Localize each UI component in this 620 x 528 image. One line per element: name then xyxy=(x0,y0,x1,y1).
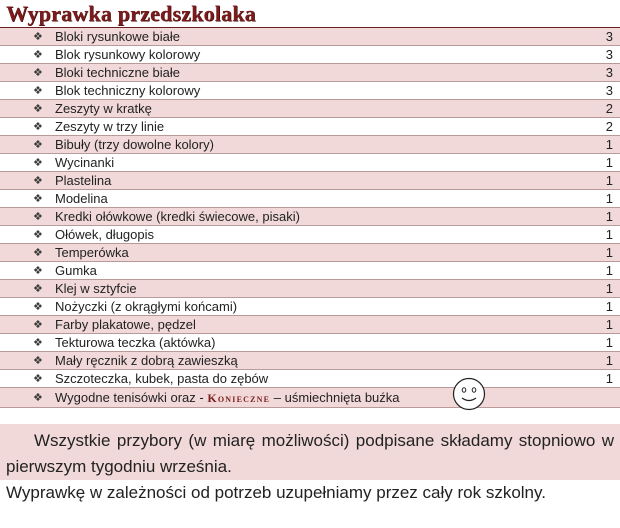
diamond-bullet-icon: ❖ xyxy=(33,193,43,205)
list-item xyxy=(0,64,620,82)
item-quantity: 1 xyxy=(605,191,613,206)
diamond-bullet-icon: ❖ xyxy=(33,31,43,43)
list-item xyxy=(0,82,620,100)
item-label: Gumka xyxy=(55,263,97,278)
smiley-face-icon xyxy=(452,377,486,411)
item-quantity: 1 xyxy=(605,173,613,188)
list-item xyxy=(0,244,620,262)
diamond-bullet-icon: ❖ xyxy=(33,283,43,295)
item-label: Bloki techniczne białe xyxy=(55,65,181,80)
diamond-bullet-icon: ❖ xyxy=(33,355,43,367)
diamond-bullet-icon: ❖ xyxy=(33,229,43,241)
diamond-bullet-icon: ❖ xyxy=(33,337,43,349)
item-label: Farby plakatowe, pędzel xyxy=(55,317,196,332)
list-item xyxy=(0,370,620,388)
list-item xyxy=(0,190,620,208)
item-label: Ołówek, długopis xyxy=(55,227,154,242)
list-item xyxy=(0,208,620,226)
list-item xyxy=(0,316,620,334)
item-quantity: 2 xyxy=(605,119,613,134)
list-item xyxy=(0,136,620,154)
item-quantity: 1 xyxy=(605,227,613,242)
item-label: Nożyczki (z okrągłymi końcami) xyxy=(55,299,238,314)
list-item xyxy=(0,262,620,280)
item-quantity: 1 xyxy=(605,263,613,278)
item-quantity: 1 xyxy=(605,209,613,224)
list-item xyxy=(0,46,620,64)
item-quantity: 1 xyxy=(605,245,613,260)
item-label: Temperówka xyxy=(55,245,129,260)
diamond-bullet-icon: ❖ xyxy=(33,265,43,277)
list-item xyxy=(0,100,620,118)
item-label: Tekturowa teczka (aktówka) xyxy=(55,335,216,350)
list-item xyxy=(0,298,620,316)
diamond-bullet-icon: ❖ xyxy=(33,103,43,115)
diamond-bullet-icon: ❖ xyxy=(33,139,43,151)
note-signing-supplies xyxy=(0,424,620,480)
list-item xyxy=(0,226,620,244)
page-title: Wyprawka przedszkolaka xyxy=(0,0,620,28)
list-item xyxy=(0,28,620,46)
item-label: Wycinanki xyxy=(55,155,115,170)
item-quantity: 1 xyxy=(605,155,613,170)
item-label: Modelina xyxy=(55,191,108,206)
diamond-bullet-icon: ❖ xyxy=(33,85,43,97)
item-label: Zeszyty w trzy linie xyxy=(55,119,165,134)
diamond-bullet-icon: ❖ xyxy=(33,175,43,187)
item-label: Szczoteczka, kubek, pasta do zębów xyxy=(55,371,269,386)
diamond-bullet-icon: ❖ xyxy=(33,49,43,61)
item-quantity: 1 xyxy=(605,317,613,332)
item-label: Kredki ołówkowe (kredki świecowe, pisaki) xyxy=(55,209,300,224)
item-label: Bibuły (trzy dowolne kolory) xyxy=(55,137,214,152)
supply-list xyxy=(0,28,620,408)
item-quantity: 1 xyxy=(605,353,613,368)
item-quantity: 3 xyxy=(605,47,613,62)
item-quantity: 1 xyxy=(605,137,613,152)
list-item xyxy=(0,334,620,352)
note-refill-supplies: Wyprawkę w zależności od potrzeb uzupełniamy przez cały rok szkolny. xyxy=(6,483,546,502)
diamond-bullet-icon: ❖ xyxy=(33,319,43,331)
diamond-bullet-icon: ❖ xyxy=(33,211,43,223)
item-quantity: 3 xyxy=(605,83,613,98)
diamond-bullet-icon: ❖ xyxy=(33,121,43,133)
item-label: Blok rysunkowy kolorowy xyxy=(55,47,201,62)
item-label: Zeszyty w kratkę xyxy=(55,101,152,116)
diamond-bullet-icon: ❖ xyxy=(33,247,43,259)
list-item xyxy=(0,172,620,190)
list-item xyxy=(0,154,620,172)
item-quantity: 1 xyxy=(605,299,613,314)
diamond-bullet-icon: ❖ xyxy=(33,67,43,79)
diamond-bullet-icon: ❖ xyxy=(33,392,43,404)
item-label xyxy=(55,388,400,408)
item-quantity: 3 xyxy=(605,29,613,44)
item-label: Bloki rysunkowe białe xyxy=(55,29,181,44)
item-quantity: 1 xyxy=(605,335,613,350)
item-quantity: 2 xyxy=(605,101,613,116)
item-quantity: 1 xyxy=(605,281,613,296)
list-item xyxy=(0,280,620,298)
item-quantity: 1 xyxy=(605,371,613,386)
list-item xyxy=(0,118,620,136)
item-label: Mały ręcznik z dobrą zawieszką xyxy=(55,353,238,368)
item-label: Blok techniczny kolorowy xyxy=(55,83,201,98)
smile-text: – uśmiechnięta buźka xyxy=(270,390,400,405)
diamond-bullet-icon: ❖ xyxy=(33,373,43,385)
diamond-bullet-icon: ❖ xyxy=(33,301,43,313)
note-text: Wszystkie przybory (w miarę możliwości) podpisane składamy stopniowo w pierwszym tygodniu września. xyxy=(6,431,614,476)
item-label: Klej w sztyfcie xyxy=(55,281,137,296)
list-item-shoes xyxy=(0,388,620,408)
item-label: Plastelina xyxy=(55,173,112,188)
list-item xyxy=(0,352,620,370)
diamond-bullet-icon: ❖ xyxy=(33,157,43,169)
item-quantity: 3 xyxy=(605,65,613,80)
shoes-text: Wygodne tenisówki oraz - xyxy=(55,390,208,405)
required-emphasis: Konieczne xyxy=(207,391,271,405)
